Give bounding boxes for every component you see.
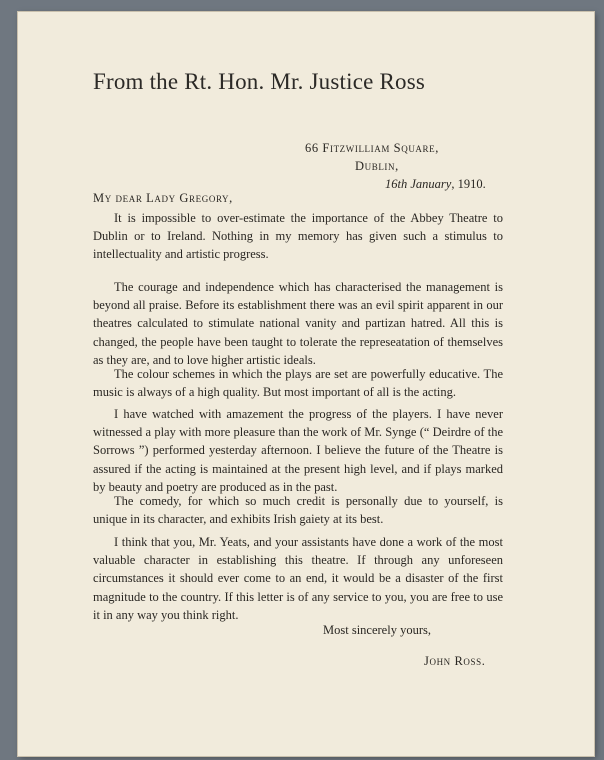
paragraph-6: I think that you, Mr. Yeats, and your assistants have done a work of the most valuable character in establishing this theatre. If through any unforeseen circumstances it should ever come to an end, it would be a disaster of the first magnitude to the country. If this letter is of any service to you, you are free to use it in any way you think right. xyxy=(93,535,503,622)
letterhead-title: From the Rt. Hon. Mr. Justice Ross xyxy=(93,69,426,94)
paragraph-4: I have watched with amazement the progress of the players. I have never witnessed a play with more pleasure than the work of Mr. Synge (“ Deirdre of the Sorrows ”) performed yesterday afternoon. I believe the future of the Theatre is assured if the acting is maintained at the present high level, and if plays marked by beauty and poetry are produced as in the past. xyxy=(93,407,503,494)
date-day: 16th January xyxy=(385,177,452,191)
address-line-street: 66 Fitzwilliam Square, xyxy=(305,141,439,155)
paragraph-1: It is impossible to over-estimate the importance of the Abbey Theatre to Dublin or to Ireland. Nothing in my memory has given such a stimulus to intellectuality and artistic progress. xyxy=(93,211,503,262)
paragraph-2: The courage and independence which has characterised the management is beyond all praise. Before its establishment there was an evil spirit apparent in our theatres calculated to stimulate national vanity and partizan hatred. All this is changed, the people have been taught to tolerate the represeatation of themselves as they are, and to love higher artistic ideals. xyxy=(93,280,503,367)
signature: John Ross. xyxy=(424,654,486,668)
date-year: , 1910. xyxy=(451,177,486,191)
address-line-city: Dublin, xyxy=(355,159,399,173)
paragraph-5: The comedy, for which so much credit is personally due to yourself, is unique in its character, and exhibits Irish gaiety at its best. xyxy=(93,494,503,527)
paragraph-3: The colour schemes in which the plays are set are powerfully educative. The music is always of a high quality. But most important of all is the acting. xyxy=(93,367,503,400)
letter-date xyxy=(385,177,486,192)
closing: Most sincerely yours, xyxy=(323,623,431,637)
salutation: My dear Lady Gregory, xyxy=(93,191,233,205)
